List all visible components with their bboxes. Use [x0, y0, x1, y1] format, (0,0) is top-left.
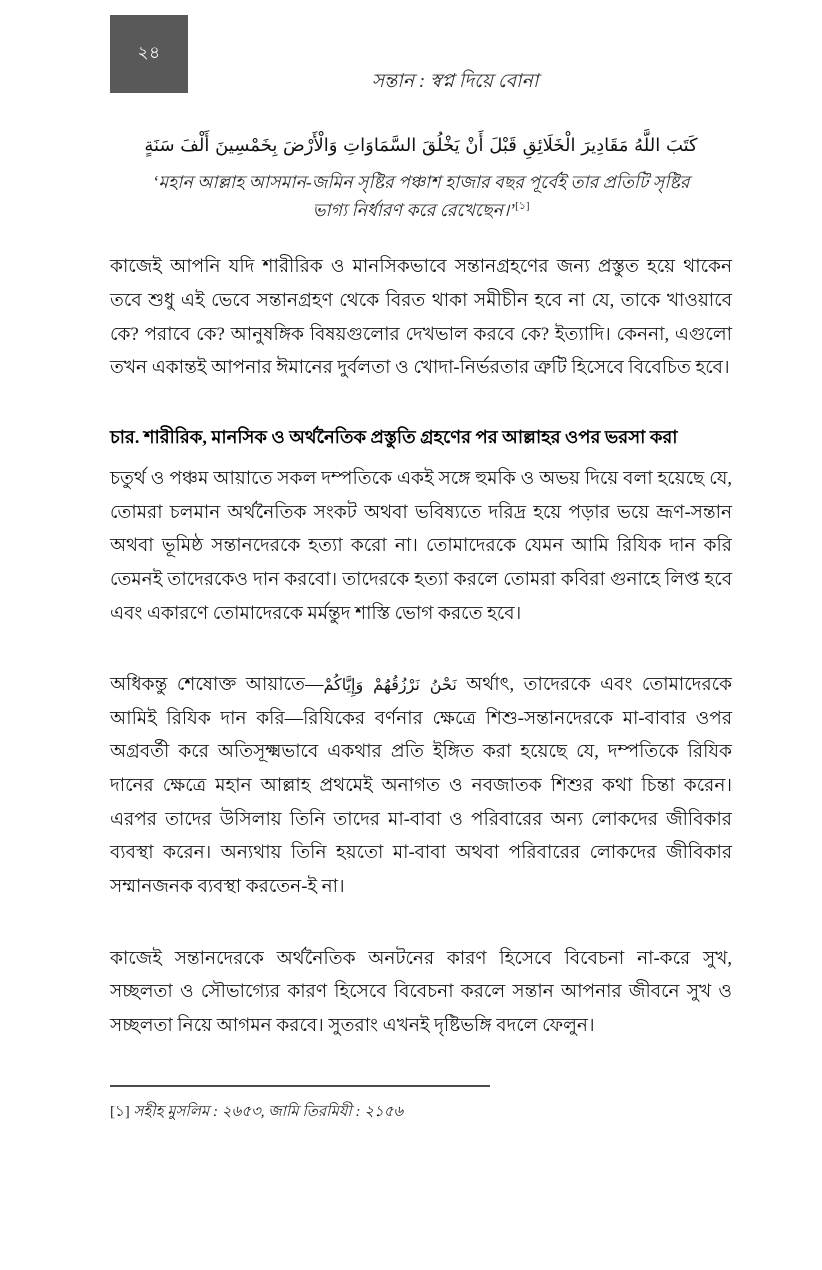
spacer	[110, 225, 732, 251]
footnote-area	[110, 1085, 732, 1124]
running-title: সন্তান : স্বপ্ন দিয়ে বোনা	[371, 71, 539, 92]
hadith-arabic-text: كَتَبَ اللَّهُ مَقَادِيرَ الْخَلَائِقِ قَبْلَ أَنْ يَخْلُقَ السَّمَاوَاتِ وَالْأَرْضَ بِخَمْسِينَ أَلْفَ سَنَةٍ	[144, 135, 698, 156]
paragraph-one: কাজেই আপনি যদি শারীরিক ও মানসিকভাবে সন্তানগ্রহণের জন্য প্রস্তুত হয়ে থাকেন তবে শুধু এই ভেবে সন্তানগ্রহণ থেকে বিরত থাকা সমীচীন হবে না যে, তাকে খাওয়াবে কে? পরাবে কে? আনুষঙ্গিক বিষয়গুলোর দেখভাল করবে কে? ইত্যাদি। কেননা, এগুলো তখন একান্তই আপনার ঈমানের দুর্বলতা ও খোদা-নির্ভরতার ত্রুটি হিসেবে বিবেচিত হবে।	[110, 257, 732, 379]
footnote-entry	[110, 1101, 732, 1124]
paragraph-four: কাজেই সন্তানদেরকে অর্থনৈতিক অনটনের কারণ হিসেবে বিবেচনা না-করে সুখ, সচ্ছলতা ও সৌভাগ্যের কারণ হিসেবে বিবেচনা করলে সন্তান আপনার জীবনে সুখ ও সচ্ছলতা নিয়ে আগমন করবে। সুতরাং এখনই দৃষ্টিভঙ্গি বদলে ফেলুন।	[110, 948, 732, 1037]
page-header	[0, 15, 822, 95]
section-heading: চার. শারীরিক, মানসিক ও অর্থনৈতিক প্রস্তুতি গ্রহণের পর আল্লাহর ওপর ভরসা করা	[110, 426, 678, 447]
spacer	[110, 406, 732, 424]
spacer	[110, 925, 732, 943]
paragraph-three-suffix: অর্থাৎ, তাদেরকে এবং তোমাদেরকে আমিই রিযিক দান করি—রিযিকের বর্ণনার ক্ষেত্রে শিশু-সন্তানদেরকে মা-বাবার ওপর অগ্রবর্তী করে অতিসূক্ষ্মভাবে একথার প্রতি ইঙ্গিত করা হয়েছে যে, দম্পতিকে রিযিক দানের ক্ষেত্রে মহান আল্লাহ প্রথমেই অনাগত ও নবজাতক শিশুর কথা চিন্তা করেন। এরপর তাদের উসিলায় তিনি তাদের মা-বাবা ও পরিবারের অন্য লোকদের জীবিকার ব্যবস্থা করেন। অন্যথায় তিনি হয়তো মা-বাবা অথবা পরিবারের লোকদের জীবিকার সম্মানজনক ব্যবস্থা করতেন-ই না।	[110, 675, 732, 898]
footnote-citation-text: সহীহ মুসলিম : ২৬৫৩, জামি তিরমিযী : ২১৫৬	[129, 1104, 404, 1120]
hadith-quote-block	[110, 130, 732, 225]
footnote-marker: [১]	[110, 1104, 130, 1120]
hadith-bangla-text: ‘মহান আল্লাহ আসমান-জমিন সৃষ্টির পঞ্চাশ হাজার বছর পূর্বেই তার প্রতিটি সৃষ্টির ভাগ্য নির্ধারণ করে রেখেছেন।’	[152, 171, 690, 221]
paragraph-three-prefix: অধিকন্তু শেষোক্ত আয়াতে—	[110, 675, 324, 696]
paragraph-two: চতুর্থ ও পঞ্চম আয়াতে সকল দম্পতিকে একই সঙ্গে হুমকি ও অভয় দিয়ে বলা হয়েছে যে, তোমরা চলমান অর্থনৈতিক সংকট অথবা ভবিষ্যতে দরিদ্র হয়ে পড়ার ভয়ে ভ্রূণ-সন্তান অথবা ভূমিষ্ঠ সন্তানদেরকে হত্যা করো না। তোমাদেরকে যেমন আমি রিযিক দান করি তেমনই তাদেরকেও দান করবো। তাদেরকে হত্যা করলে তোমরা কবিরা গুনাহে লিপ্ত হবে এবং একারণে তোমাদেরকে মর্মন্তুদ শাস্তি ভোগ করতে হবে।	[110, 468, 732, 624]
page-content	[110, 120, 732, 1044]
page-number-badge	[110, 15, 188, 93]
paragraph-three	[110, 669, 732, 905]
inline-arabic-quote: نَحْنُ نَرْزُقُهُمْ وَإِيَّاكُمْ	[323, 675, 457, 695]
hadith-bangla-translation	[144, 168, 698, 226]
spacer	[110, 651, 732, 669]
page-number: ২৪	[137, 43, 161, 62]
footnote-reference-marker: [১]	[515, 200, 530, 213]
footnote-separator-rule	[110, 1085, 490, 1087]
